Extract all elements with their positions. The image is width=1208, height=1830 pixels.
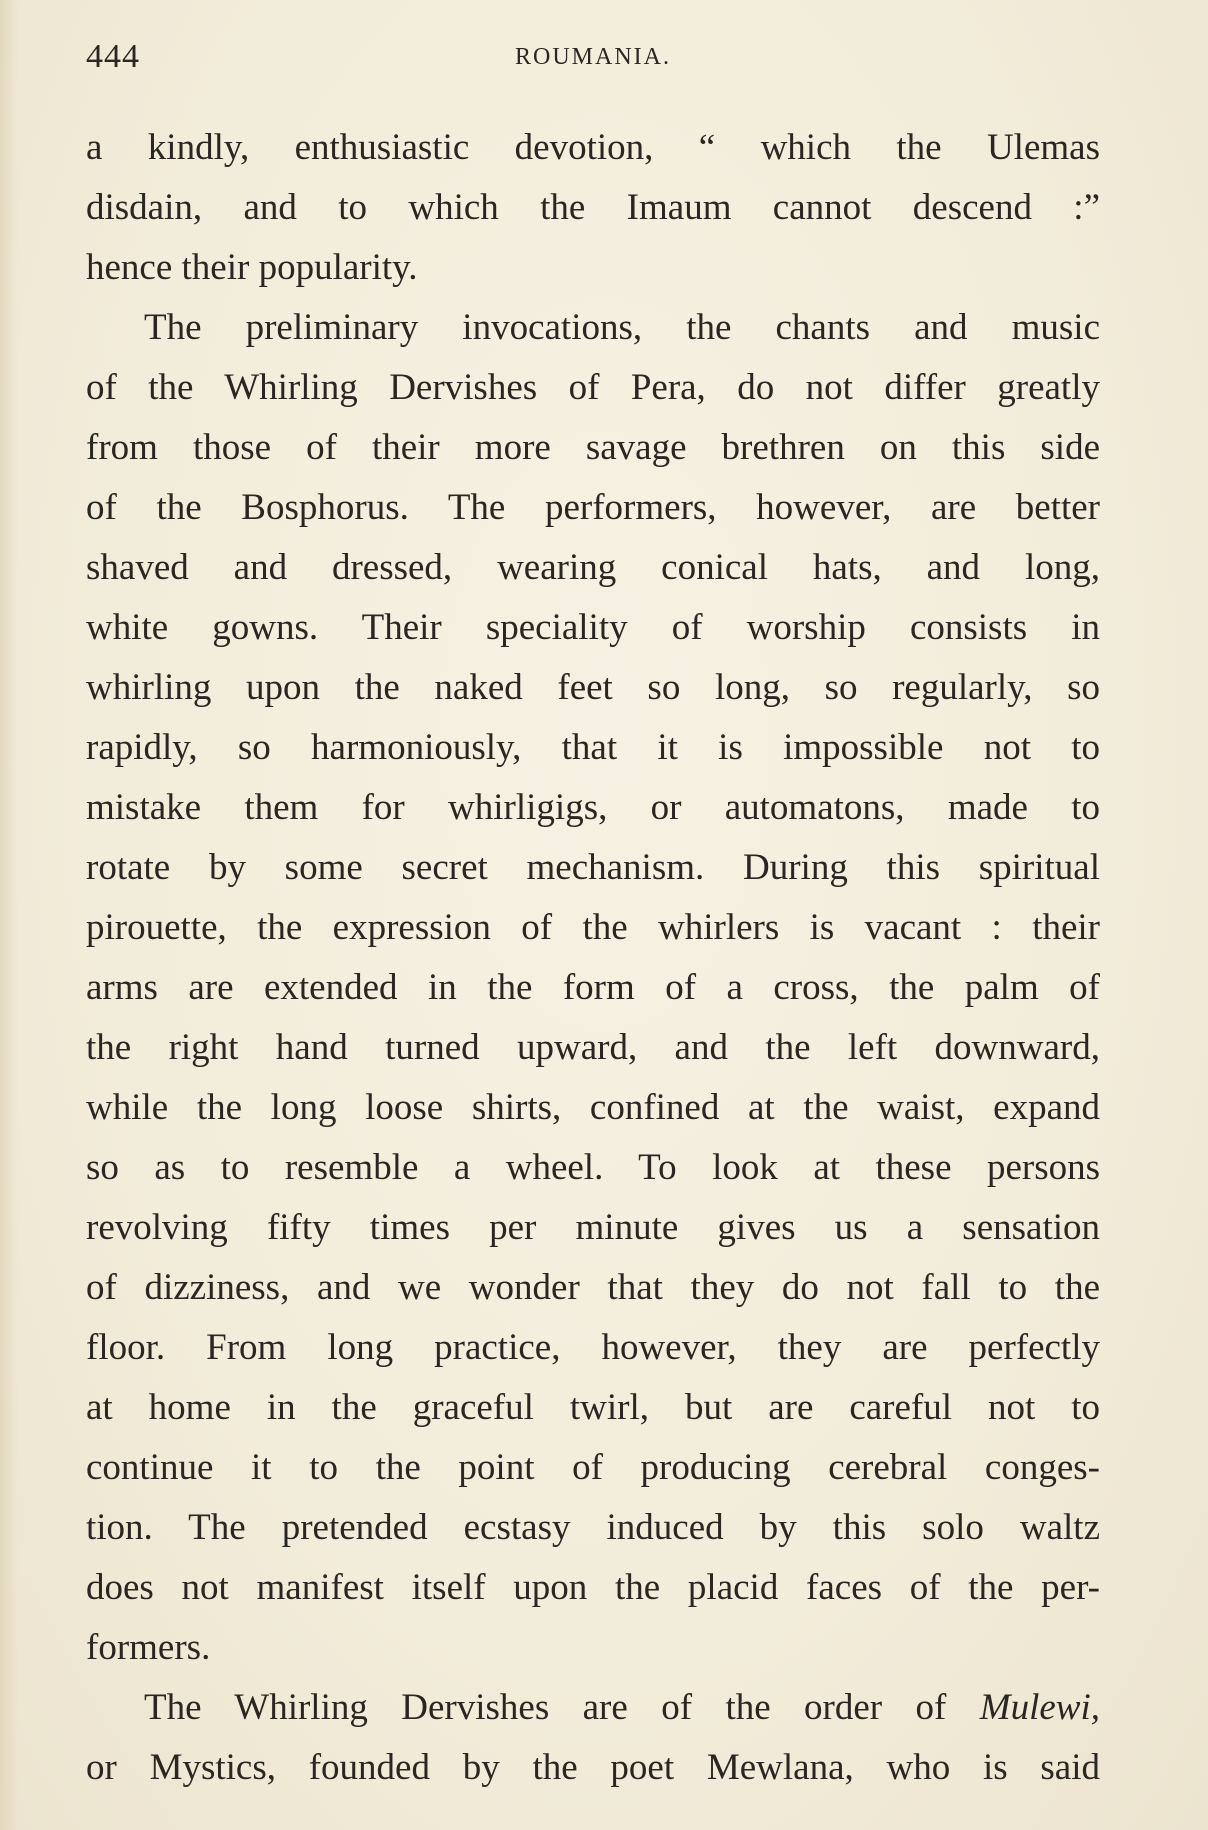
page-number: 444 [86,38,140,75]
text-line: of the Bosphorus. The performers, however, are better [86,487,1100,528]
text-line: formers. [86,1627,211,1668]
text-line: revolving fifty times per minute gives us a sensation [86,1207,1100,1248]
text-line: floor. From long practice, however, they are perfectly [86,1327,1100,1368]
paragraph-1 [86,118,1100,298]
text-line: arms are extended in the form of a cross, the palm of [86,967,1100,1008]
paragraph-3 [86,1678,1100,1798]
text-line: the right hand turned upward, and the left downward, [86,1027,1100,1068]
text-line: does not manifest itself upon the placid faces of the per- [86,1567,1100,1608]
text-line: The preliminary invocations, the chants and music [144,307,1100,348]
text-line: mistake them for whirligigs, or automatons, made to [86,787,1100,828]
page-gutter-shadow [0,0,18,1830]
text-line: disdain, and to which the Imaum cannot descend :” [86,187,1100,228]
text-line: tion. The pretended ecstasy induced by this solo waltz [86,1507,1100,1548]
text-line: rapidly, so harmoniously, that it is impossible not to [86,727,1100,768]
text-line: so as to resemble a wheel. To look at these persons [86,1147,1100,1188]
running-head: ROUMANIA. [515,44,671,70]
text-line: while the long loose shirts, confined at the waist, expand [86,1087,1100,1128]
italic-term-mulewi: Mulewi, [979,1687,1100,1728]
text-segment: The Whirling Dervishes are of the order of [144,1687,980,1728]
text-line: at home in the graceful twirl, but are careful not to [86,1387,1100,1428]
text-line: or Mystics, founded by the poet Mewlana, who is said [86,1747,1100,1788]
text-line [86,1678,1100,1738]
text-line: shaved and dressed, wearing conical hats, and long, [86,547,1100,588]
text-line: of dizziness, and we wonder that they do not fall to the [86,1267,1100,1308]
text-line: hence their popularity. [86,247,418,288]
text-line: continue it to the point of producing cerebral conges- [86,1447,1100,1488]
text-line: rotate by some secret mechanism. During this spiritual [86,847,1100,888]
text-line: whirling upon the naked feet so long, so regularly, so [86,667,1100,708]
text-line: of the Whirling Dervishes of Pera, do not differ greatly [86,367,1100,408]
text-line: pirouette, the expression of the whirlers is vacant : their [86,907,1100,948]
paragraph-2 [86,298,1100,1678]
body-text [86,118,1100,1798]
text-line: from those of their more savage brethren on this side [86,427,1100,468]
text-line: white gowns. Their speciality of worship consists in [86,607,1100,648]
text-line: a kindly, enthusiastic devotion, “ which the Ulemas [86,127,1100,168]
page-header [86,30,1100,90]
